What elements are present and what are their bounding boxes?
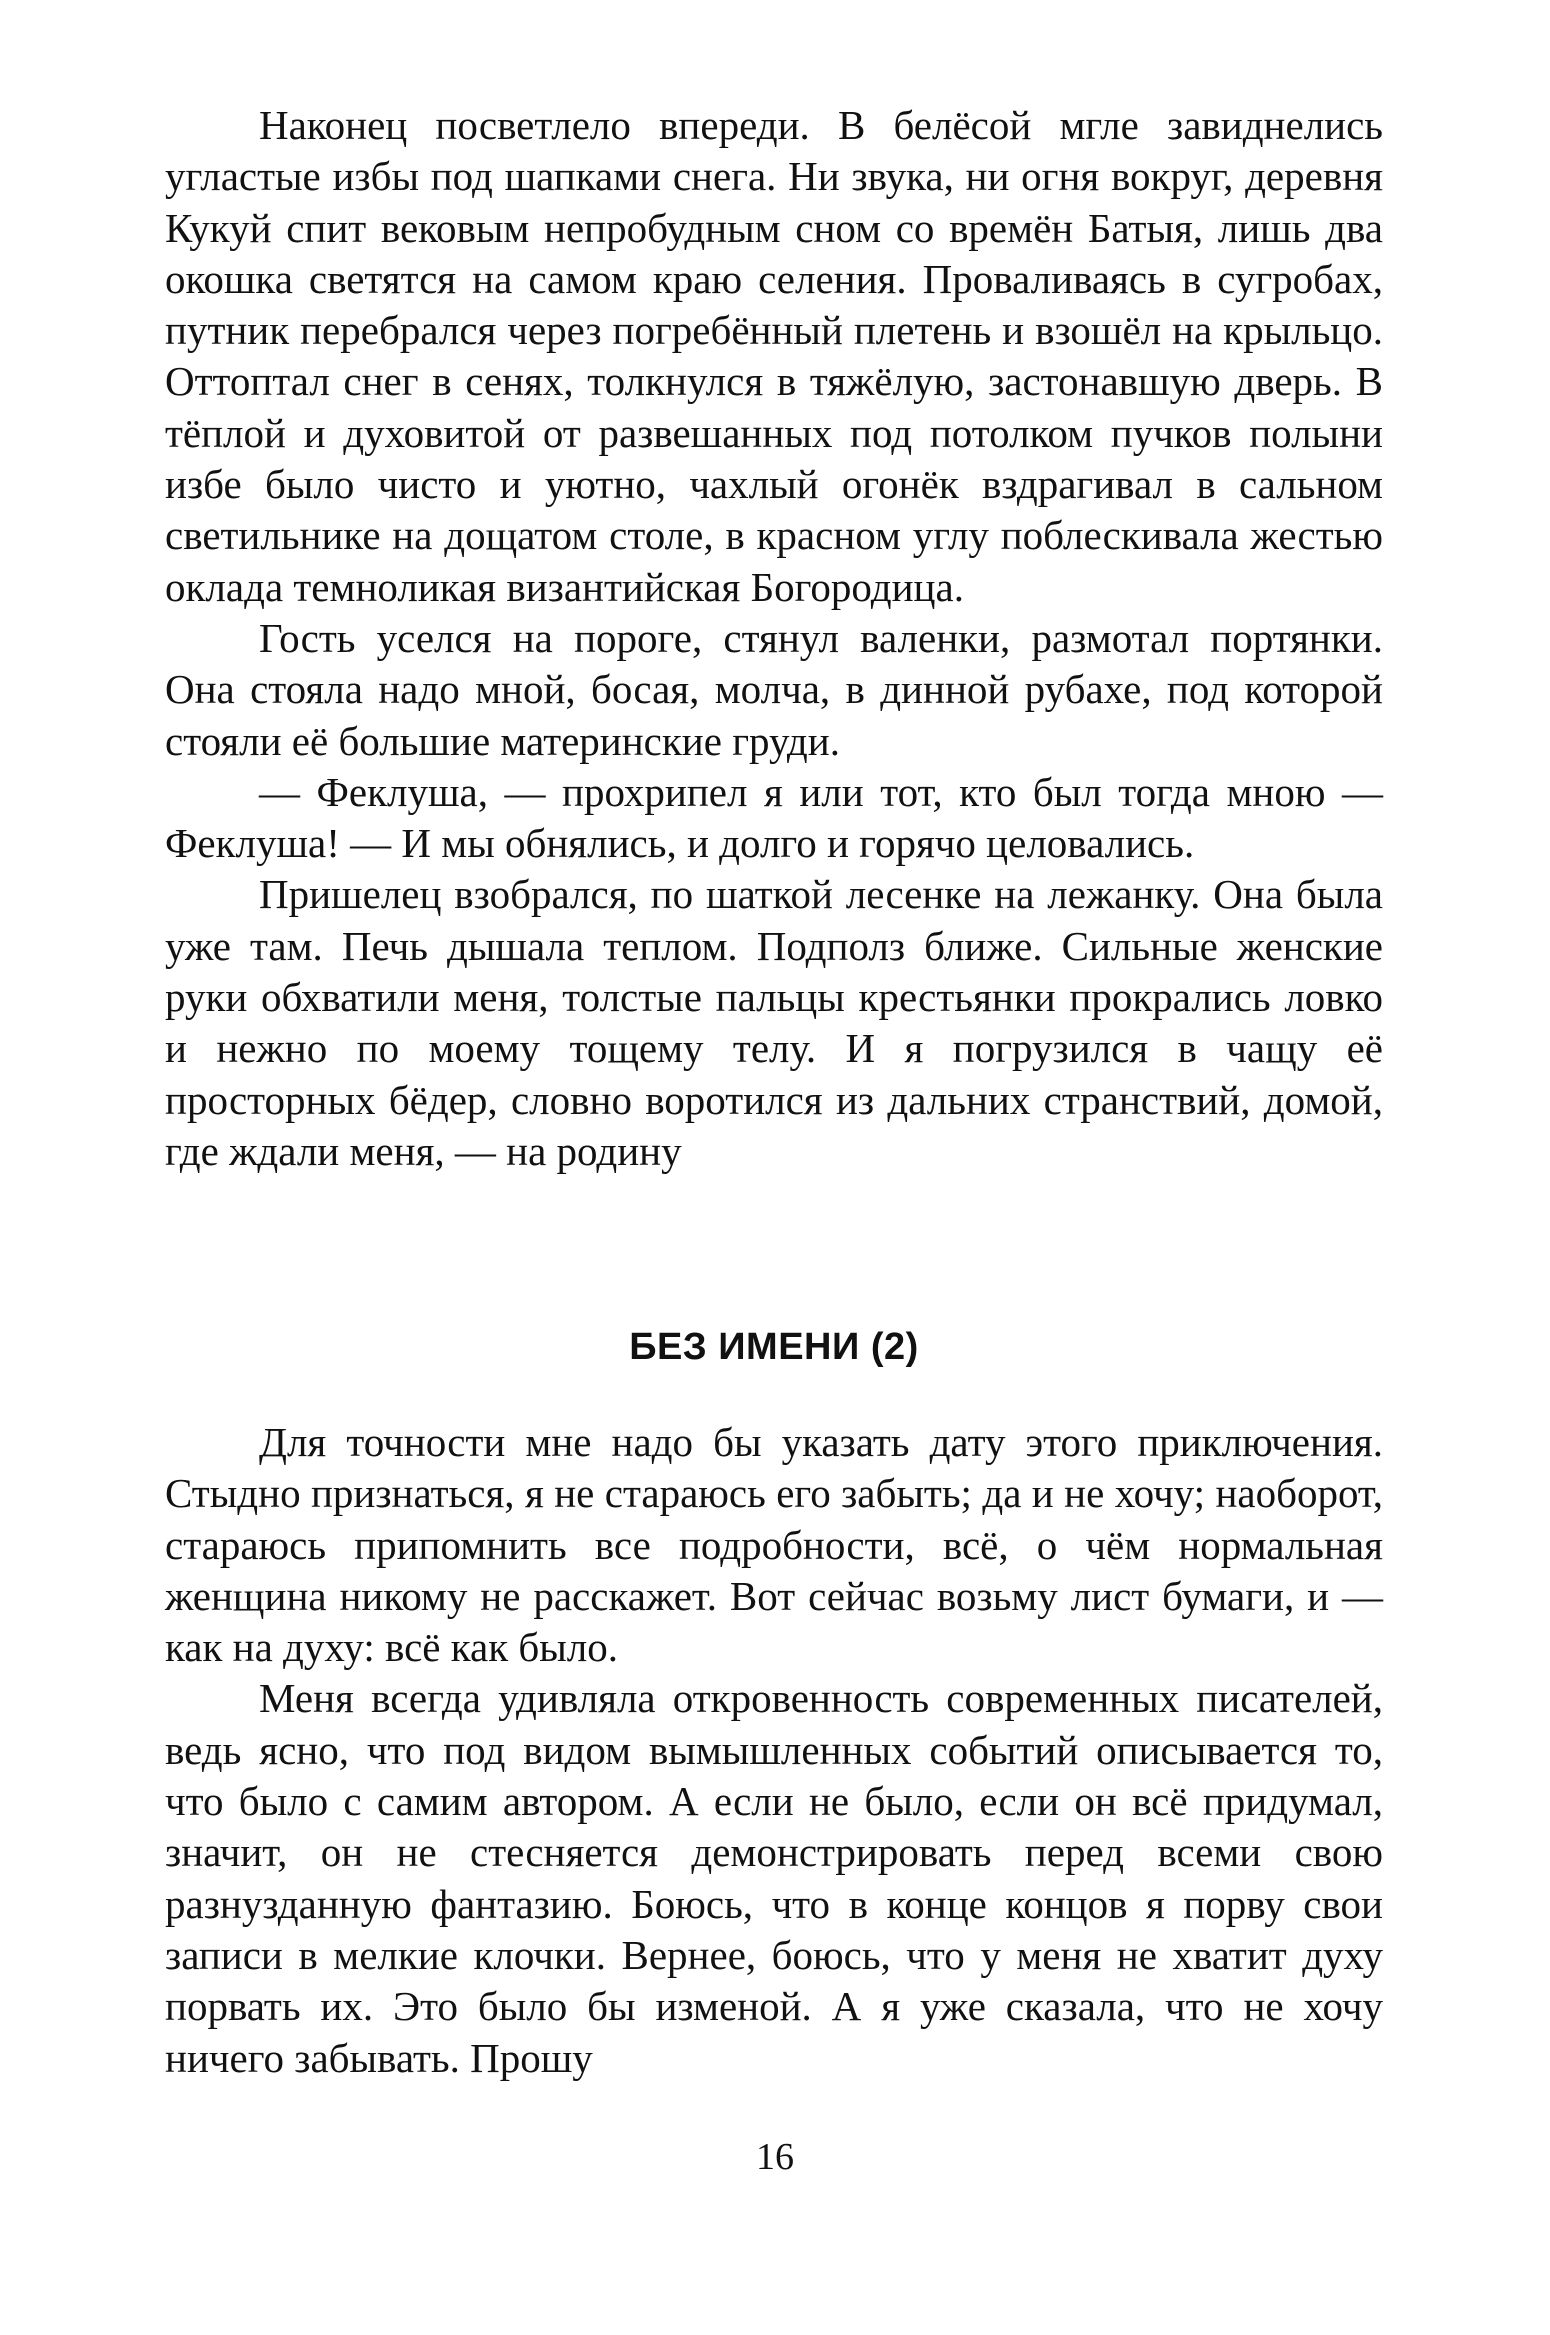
paragraph: — Феклуша, — прохрипел я или тот, кто был тогда мною — Феклуша! — И мы обнялись, и долго и горячо целовались.: [165, 768, 1383, 867]
paragraph: Наконец посветлело впереди. В белёсой мгле завиднелись угластые избы под шапками снега. Ни звука, ни огня вокруг, деревня Кукуй спит вековым непробудным сном со времён Батыя, лишь два окошка светятся на самом краю селения. Проваливаясь в сугробах, путник перебрался через погребённый плетень и взошёл на крыльцо. Оттоптал снег в сенях, толкнулся в тяжёлую, застонавшую дверь. В тёплой и духовитой от развешанных под потолком пучков полыни избе было чисто и уютно, чахлый огонёк вздрагивал в сальном светильнике на дощатом столе, в красном углу поблескивала жестью оклада темноликая византийская Богородица.: [165, 102, 1383, 610]
page-number: 16: [756, 2136, 794, 2178]
paragraph: Для точности мне надо бы указать дату этого приключения. Стыдно признаться, я не стараюсь его забыть; да и не хочу; наоборот, стараюсь припомнить все подробности, всё, о чём нормальная женщина никому не расскажет. Вот сейчас возьму лист бумаги, и — как на духу: всё как было.: [165, 1419, 1383, 1671]
paragraph: Гость уселся на пороге, стянул валенки, размотал портянки. Она стояла надо мной, босая, молча, в динной рубахе, под которой стояли её большие материнские груди.: [165, 614, 1383, 764]
text-block-top: [165, 100, 1383, 1177]
chapter-heading: БЕЗ ИМЕНИ (2): [629, 1326, 919, 1368]
paragraph: Пришелец взобрался, по шаткой лесенке на лежанку. Она была уже там. Печь дышала теплом. Подполз ближе. Сильные женские руки обхватили меня, толстые пальцы крестьянки прокрались ловко и нежно по моему тощему телу. И я погрузился в чащу её просторных бёдер, словно воротился из дальних странствий, домой, где ждали меня, — на родину: [165, 871, 1383, 1174]
paragraph: Меня всегда удивляла откровенность современных писателей, ведь ясно, что под видом вымышленных событий описывается то, что было с самим автором. А если не было, если он всё придумал, значит, он не стесняется демонстрировать перед всеми свою разнузданную фантазию. Боюсь, что в конце концов я порву свои записи в мелкие клочки. Вернее, боюсь, что у меня не хватит духу порвать их. Это было бы изменой. А я уже сказала, что не хочу ничего забывать. Прошу: [165, 1675, 1383, 2081]
text-block-bottom: [165, 1417, 1383, 2084]
